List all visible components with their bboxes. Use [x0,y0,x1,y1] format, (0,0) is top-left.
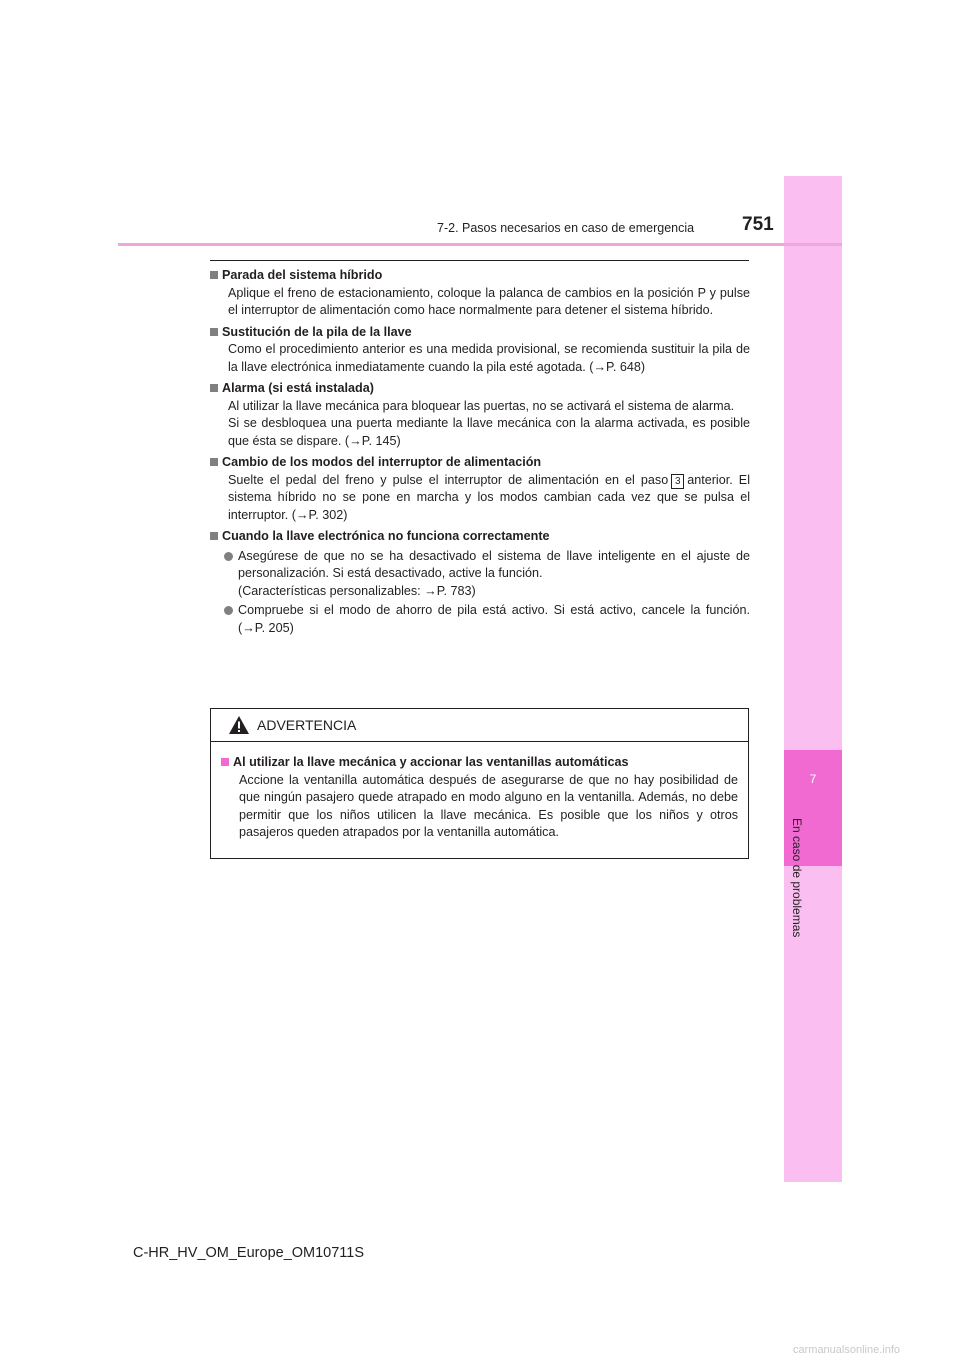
warning-triangle-icon [228,715,250,735]
warning-item-title: Al utilizar la llave mecánica y accionar las ventanillas automáticas [233,755,629,769]
item-body-text: anterior. El sistema híbrido no se pone en marcha y los modos cambian cada vez que se pulsa el interruptor. (→P. 302) [228,472,750,522]
item-title: Parada del sistema híbrido [222,268,383,282]
item-title: Sustitución de la pila de la llave [222,324,412,339]
warning-item-body: Accione la ventanilla automática después de asegurarse de que no hay posibilidad de que ningún pasajero quede atrapado en modo alguno en la ventanilla. Además, no debe permitir que los niños utilicen la llave mecánica. Es posible que los niños y otros pasajeros queden atrapados por la ventanilla automática. [239,772,738,839]
item-title: Cambio de los modos del interruptor de alimentación [222,455,542,469]
main-content [210,267,750,641]
item-body: Aplique el freno de estacionamiento, coloque la palanca de cambios en la posición P y pulse el interruptor de alimentación como hace normalmente para detener el sistema híbrido. [228,285,750,317]
item-alarma [210,380,750,450]
header-divider [118,243,842,246]
warning-box [210,708,749,859]
section-title: 7-2. Pasos necesarios en caso de emergencia [437,221,695,235]
content-divider [210,260,749,261]
item-sustitucion [210,324,750,377]
bullet-text: Asegúrese de que no se ha desactivado el sistema de llave inteligente en el ajuste de personalización. Si está desactivado, active la función. [238,548,750,580]
circle-bullet-icon [224,606,233,615]
square-bullet-icon [210,532,218,540]
item-body-paragraph: Si se desbloquea una puerta mediante la llave mecánica con la alarma activada, es posible que ésta se dispare. (→P. 145) [228,416,750,448]
item-title: Cuando la llave electrónica no funciona correctamente [222,529,550,543]
item-cambio-modos [210,454,750,524]
square-bullet-icon [210,328,218,336]
item-title: Alarma (si está instalada) [222,381,374,395]
warning-body [211,742,748,842]
bullet-text: Compruebe si el modo de ahorro de pila está activo. Si está activo, cancele la función. (→P. 205) [238,603,750,635]
square-bullet-icon [210,384,218,392]
bullet-text: (Características personalizables: →P. 783) [238,583,476,598]
document-id: C-HR_HV_OM_Europe_OM10711S [133,1245,365,1261]
square-bullet-icon [221,758,229,766]
list-item [210,602,750,637]
square-bullet-icon [210,458,218,466]
list-item [210,548,750,601]
warning-header [211,709,748,742]
step-number-box: 3 [671,474,684,489]
chapter-number: 7 [809,772,817,786]
item-body: Como el procedimiento anterior es una medida provisional, se recomienda sustituir la pila de la llave electrónica inmediatamente cuando la pila esté agotada. (→P. 648) [228,342,750,374]
chapter-tab-strip [784,176,842,1182]
square-bullet-icon [210,271,218,279]
item-parada [210,267,750,320]
warning-title: ADVERTENCIA [257,717,357,733]
item-llave-no-funciona [210,528,750,637]
chapter-title: En caso de problemas [790,818,804,938]
item-body-paragraph: Al utilizar la llave mecánica para bloquear las puertas, no se activará el sistema de alarma. [228,398,735,413]
page-number: 751 [742,214,774,235]
item-body-text: Suelte el pedal del freno y pulse el interruptor de alimentación en el paso [228,472,669,487]
circle-bullet-icon [224,552,233,561]
watermark: carmanualsonline.info [793,1344,901,1356]
